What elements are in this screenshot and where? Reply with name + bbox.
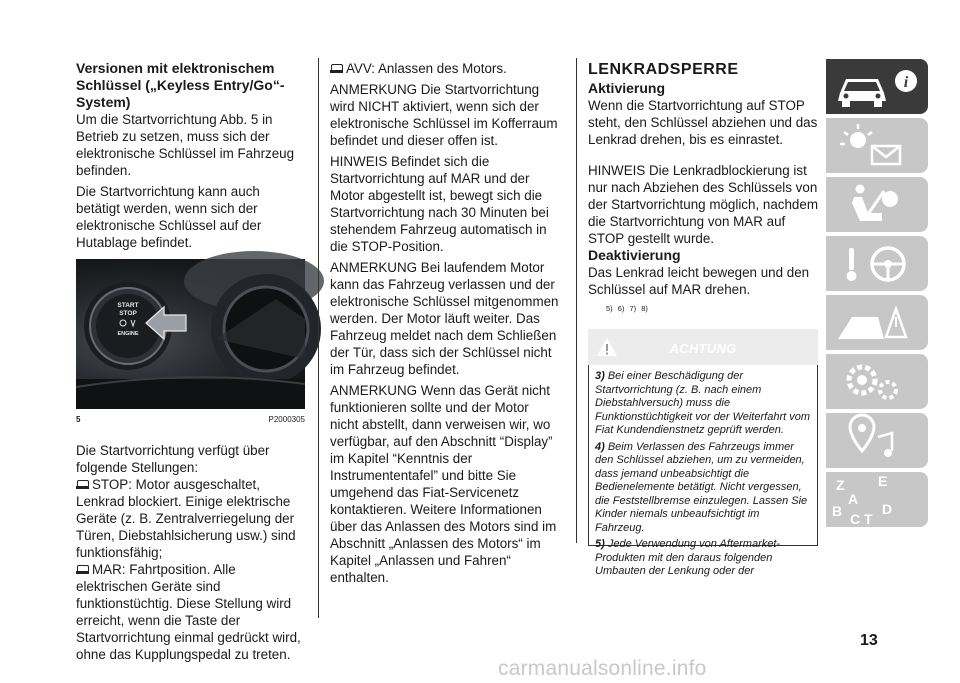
bullet-text: AVV: Anlassen des Motors. xyxy=(346,61,507,76)
warning-title: ACHTUNG xyxy=(669,341,737,356)
start-stop-photo xyxy=(76,259,305,409)
gears-icon xyxy=(826,354,928,409)
chapter-tab-multimedia[interactable] xyxy=(826,413,928,468)
warning-item xyxy=(595,441,811,536)
chapter-tab-starting[interactable] xyxy=(826,236,928,291)
column-1 xyxy=(76,60,305,663)
svg-text:i: i xyxy=(903,74,909,91)
chapter-tab-vehicle-info[interactable] xyxy=(826,59,928,114)
warning-text: Beim Verlassen des Fahrzeugs immer den Schlüssel abziehen, um zu vermeiden, dass jemand unbeabsichtigt die Bedienelemente betätigt. Nicht vergessen, die Feststellbremse einzulegen. Lassen Sie Kinder niemals unbeaufsichtigt im Fahrzeug. xyxy=(595,440,808,534)
warning-box xyxy=(588,365,818,577)
seat-airbag-icon xyxy=(826,177,928,232)
chapter-tab-safety[interactable] xyxy=(826,177,928,232)
paragraph: Wenn die Startvorrichtung auf STOP steht, den Schlüssel abziehen und das Lenkrad drehen, bis es einrastet. xyxy=(588,98,818,147)
warning-item xyxy=(595,370,811,438)
alphabet-index-icon xyxy=(826,472,928,527)
column-divider xyxy=(576,58,577,543)
button-label-engine: ENGINE xyxy=(117,331,139,337)
subheading-deaktivierung: Deaktivierung xyxy=(588,247,681,263)
chapter-tab-lights[interactable] xyxy=(826,118,928,173)
warning-road-icon xyxy=(826,295,928,350)
svg-text:C: C xyxy=(850,511,861,527)
chapter-tab-emergency[interactable] xyxy=(826,295,928,350)
paragraph: HINWEIS Die Lenkradblockierung ist nur nach Abziehen des Schlüssels von der Startvorrichtung möglich, nachdem die Startvorrichtung von MAR auf STOP gestellt wurde. xyxy=(588,163,818,246)
bullet-stop xyxy=(76,476,305,561)
sun-envelope-icon xyxy=(826,118,928,173)
svg-text:T: T xyxy=(864,511,873,527)
paragraph: Um die Startvorrichtung Abb. 5 in Betrieb zu setzen, muss sich der elektronische Schlüssel im Fahrzeug befinden. xyxy=(76,112,295,178)
section-heading-keyless: Versionen mit elektronischem Schlüssel („Keyless Entry/Go“-System) xyxy=(76,60,285,110)
key-bullet-icon xyxy=(76,565,89,575)
paragraph: ANMERKUNG Wenn das Gerät nicht funktionieren sollte und der Motor nicht abstellt, dann verweisen wir, wo verfügbar, auf den Abschnitt “Display” im Kapitel “Kenntnis der Instrumententafel” und bitte Sie umgehend das Fiat-Servicenetz kontaktieren. Weitere Informationen über das Anlassen des Motors sind im Abschnitt „Anlassen des Motors“ im Kapitel „Anlassen und Fahren“ enthalten. xyxy=(330,383,557,585)
paragraph: Das Lenkrad leicht bewegen und den Schlüssel auf MAR drehen. xyxy=(588,265,810,297)
page-number: 13 xyxy=(860,632,878,649)
figure-caption xyxy=(76,411,305,428)
note-references: 5) 6) 7) 8) xyxy=(606,304,648,313)
column-2 xyxy=(330,60,560,586)
steering-wheel-key-icon xyxy=(826,236,928,291)
bullet-text: MAR: Fahrtposition. Alle elektrischen Geräte sind funktionstüchtig. Diese Stellung wird erreicht, wenn die Taste der Startvorrichtung einmal gedrückt wird, ohne das Kupplungspedal zu treten. xyxy=(76,562,301,662)
column-3 xyxy=(588,60,818,577)
bullet-text: STOP: Motor ausgeschaltet, Lenkrad blockiert. Einige elektrische Geräte (z. B. Zentralverriegelung der Türen, Diebstahlsicherung usw.) sind funktionsfähig; xyxy=(76,477,296,560)
paragraph: ANMERKUNG Bei laufendem Motor kann das Fahrzeug verlassen und der elektronische Schlüssel mitgenommen werden. Der Motor läuft weiter. Das Fahrzeug meldet nach dem Schließen der Tür, dass sich der Schlüssel nicht im Fahrzeug befindet. xyxy=(330,260,559,377)
bullet-mar xyxy=(76,561,305,663)
paragraph: Die Startvorrichtung verfügt über folgende Stellungen: xyxy=(76,443,270,475)
svg-text:E: E xyxy=(878,473,888,489)
map-music-icon xyxy=(826,413,928,468)
key-bullet-icon xyxy=(330,64,343,74)
key-bullet-icon xyxy=(76,480,89,490)
warning-text: Bei einer Beschädigung der Startvorrichtung (z. B. nach einem Diebstahlversuch) muss die Funktionstüchtigkeit vor der Weiterfahrt vom Fiat Kundendienstnetz geprüft werden. xyxy=(595,370,810,436)
warning-number: 5) xyxy=(595,538,605,550)
chapter-tab-index[interactable] xyxy=(826,472,928,527)
button-label-stop: STOP xyxy=(119,310,137,317)
column-divider xyxy=(318,58,319,618)
warning-item xyxy=(595,538,811,579)
svg-text:Z: Z xyxy=(836,477,845,493)
paragraph: ANMERKUNG Die Startvorrichtung wird NICHT aktiviert, wenn sich der elektronische Schlüssel im Kofferraum befindet und dieser offen ist. xyxy=(330,82,558,148)
subheading-aktivierung: Aktivierung xyxy=(588,80,666,96)
warning-number: 4) xyxy=(595,440,605,453)
car-info-icon xyxy=(826,59,928,114)
button-label-start: START xyxy=(117,302,139,309)
start-stop-button-image xyxy=(76,259,305,409)
svg-text:A: A xyxy=(848,491,859,507)
warning-number: 3) xyxy=(595,370,605,382)
section-title-lenkradsperre: LENKRADSPERRE xyxy=(588,61,739,78)
svg-text:B: B xyxy=(832,503,843,519)
figure-code: P2000305 xyxy=(268,415,305,424)
chapter-sidebar xyxy=(826,59,928,531)
figure-number: 5 xyxy=(76,415,81,424)
paragraph: Die Startvorrichtung kann auch betätigt werden, wenn sich der elektronische Schlüssel auf der Hutablage befindet. xyxy=(76,184,262,250)
svg-text:D: D xyxy=(882,501,893,517)
watermark: carmanualsonline.info xyxy=(498,657,707,680)
paragraph: HINWEIS Befindet sich die Startvorrichtung auf MAR und der Motor abgestellt ist, bewegt sich die Startvorrichtung nach 30 Minuten bei stehendem Fahrzeug automatisch in die STOP-Position. xyxy=(330,154,549,254)
warning-header xyxy=(588,329,818,365)
warning-text: Jede Verwendung von Aftermarket-Produkten mit den daraus folgenden Umbauten der Lenkung oder der xyxy=(595,538,781,577)
chapter-tab-maintenance[interactable] xyxy=(826,354,928,409)
bullet-avv xyxy=(330,60,560,77)
